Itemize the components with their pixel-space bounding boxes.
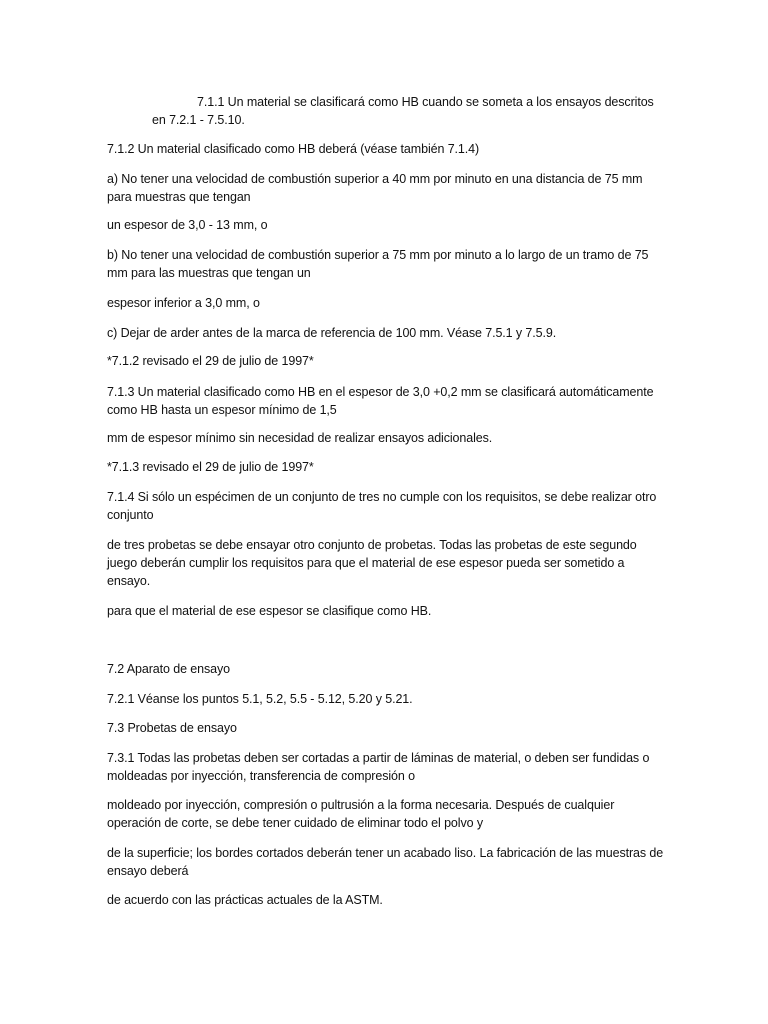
paragraph-7-3-1-cont3: de acuerdo con las prácticas actuales de la ASTM. <box>107 893 383 907</box>
paragraph-7-1-4-end: para que el material de ese espesor se clasifique como HB. <box>107 604 432 618</box>
paragraph-7-1-2: 7.1.2 Un material clasificado como HB deberá (véase también 7.1.4) <box>107 142 480 156</box>
paragraph-item-c: c) Dejar de arder antes de la marca de referencia de 100 mm. Véase 7.5.1 y 7.5.9. <box>107 326 557 340</box>
paragraph-7-1-3: 7.1.3 Un material clasificado como HB en el espesor de 3,0 +0,2 mm se clasificará automáticamente como HB hasta un espesor mínimo de 1,5 <box>107 385 654 417</box>
paragraph-7-3-1-cont2: de la superficie; los bordes cortados deberán tener un acabado liso. La fabricación de las muestras de ensayo deberá <box>107 846 664 878</box>
paragraph-item-a: a) No tener una velocidad de combustión superior a 40 mm por minuto en una distancia de 75 mm para muestras que tengan <box>107 172 643 204</box>
heading-7-3: 7.3 Probetas de ensayo <box>107 721 237 735</box>
paragraph-7-3-1: 7.3.1 Todas las probetas deben ser cortadas a partir de láminas de material, o deben ser fundidas o moldeadas por inyección, transferencia de compresión o <box>107 751 650 783</box>
revision-note-7-1-3: *7.1.3 revisado el 29 de julio de 1997* <box>107 460 314 474</box>
paragraph-7-1-4-cont: de tres probetas se debe ensayar otro conjunto de probetas. Todas las probetas de este segundo juego deberán cumplir los requisitos para que el material de ese espesor pueda ser sometido a ensayo. <box>107 538 637 588</box>
paragraph-item-b-cont: espesor inferior a 3,0 mm, o <box>107 296 260 310</box>
paragraph-item-b: b) No tener una velocidad de combustión superior a 75 mm por minuto a lo largo de un tramo de 75 mm para las muestras que tengan un <box>107 248 649 280</box>
paragraph-7-3-1-cont1: moldeado por inyección, compresión o pultrusión a la forma necesaria. Después de cualquier operación de corte, se debe tener cuidado de eliminar todo el polvo y <box>107 798 615 830</box>
paragraph-7-1-4: 7.1.4 Si sólo un espécimen de un conjunto de tres no cumple con los requisitos, se debe realizar otro conjunto <box>107 490 657 522</box>
paragraph-item-a-cont: un espesor de 3,0 - 13 mm, o <box>107 218 268 232</box>
paragraph-7-2-1: 7.2.1 Véanse los puntos 5.1, 5.2, 5.5 - 5.12, 5.20 y 5.21. <box>107 692 413 706</box>
paragraph-7-1-1-line2: en 7.2.1 - 7.5.10. <box>152 113 245 127</box>
paragraph-7-1-3-cont: mm de espesor mínimo sin necesidad de realizar ensayos adicionales. <box>107 431 493 445</box>
heading-7-2: 7.2 Aparato de ensayo <box>107 662 230 676</box>
paragraph-7-1-1-line1: 7.1.1 Un material se clasificará como HB cuando se someta a los ensayos descritos <box>197 95 654 109</box>
revision-note-7-1-2: *7.1.2 revisado el 29 de julio de 1997* <box>107 354 314 368</box>
